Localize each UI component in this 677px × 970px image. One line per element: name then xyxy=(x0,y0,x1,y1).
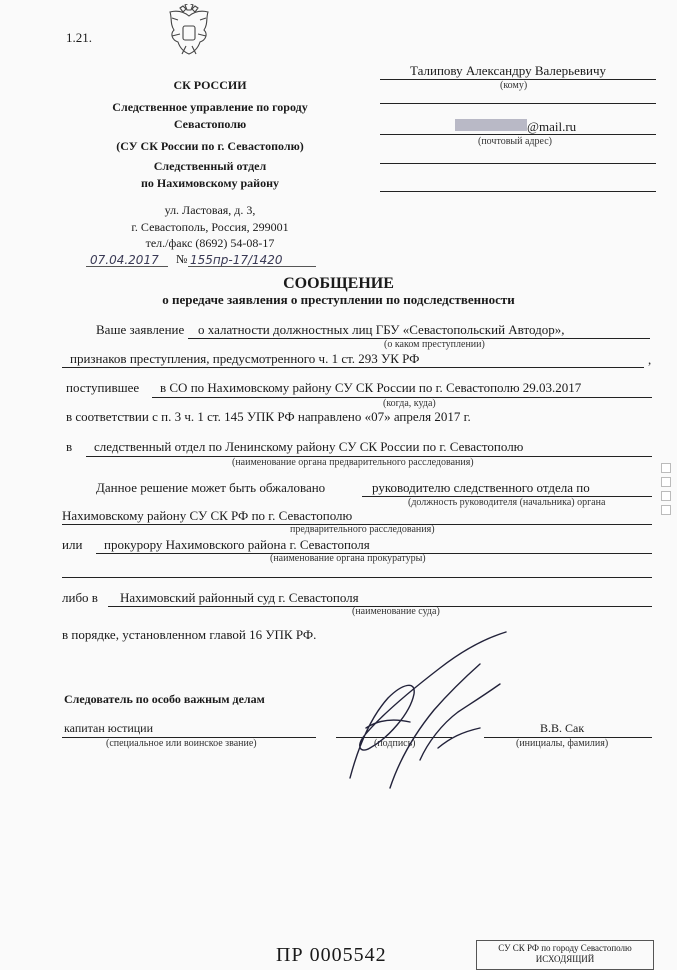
prosecutor-value: прокурору Нахимовского района г. Севастополя xyxy=(104,537,370,552)
signer-position: Следователь по особо важным делам xyxy=(64,692,265,706)
appeal-authority: Нахимовскому району СУ СК РФ по г. Севастополю xyxy=(62,508,353,523)
form-number: ПР 0005542 xyxy=(276,944,387,966)
prosecutor-caption: (наименование органа прокуратуры) xyxy=(270,553,426,564)
court-caption: (наименование суда) xyxy=(352,606,440,617)
or-label: или xyxy=(62,537,83,552)
transferred-to-value: следственный отдел по Ленинскому району СУ СК России по г. Севастополю xyxy=(94,439,524,454)
header-dept-line1: Следственное управление по городу xyxy=(112,100,308,114)
header-unit-line2: по Нахимовскому району xyxy=(140,176,280,190)
signer-rank-caption: (специальное или воинское звание) xyxy=(106,738,257,749)
header-dept-line2: Севастополю xyxy=(173,117,247,131)
transfer-basis: в соответствии с п. 3 ч. 1 ст. 145 УПК РФ направлено «07» апреля 2017 г. xyxy=(66,409,471,424)
header-address-line2: г. Севастополь, Россия, 299001 xyxy=(131,220,289,234)
statement-value: о халатности должностных лиц ГБУ «Севастопольский Автодор», xyxy=(198,322,565,337)
appeal-label: Данное решение может быть обжаловано xyxy=(96,480,326,495)
redacted-email xyxy=(455,119,527,131)
received-caption: (когда, куда) xyxy=(383,398,436,409)
statement-label: Ваше заявление xyxy=(96,322,185,337)
outgoing-number: 155пр-17/1420 xyxy=(190,253,283,267)
header-unit-line1: Следственный отдел xyxy=(153,159,267,173)
appeal-authority-caption: предварительного расследования) xyxy=(290,524,435,535)
signer-name-caption: (инициалы, фамилия) xyxy=(516,738,609,749)
received-value: в СО по Нахимовскому району СУ СК России по г. Севастополю 29.03.2017 xyxy=(160,380,582,395)
recipient-line-2 xyxy=(380,103,656,104)
recipient-email-suffix: @mail.ru xyxy=(527,119,577,134)
stamp-line2: ИСХОДЯЩИЙ xyxy=(535,954,595,964)
appeal-value: руководителю следственного отдела по xyxy=(372,480,590,495)
transferred-to-caption: (наименование органа предварительного расследования) xyxy=(232,457,474,468)
stamp-line1: СУ СК РФ по городу Севастополю xyxy=(498,943,632,953)
header-phone: тел./факс (8692) 54-08-17 xyxy=(145,236,275,250)
russian-coat-of-arms-emblem-icon xyxy=(160,4,218,60)
procedure-text: в порядке, установленном главой 16 УПК РФ. xyxy=(62,627,317,642)
recipient-email-line xyxy=(380,134,656,135)
handwritten-signature-icon xyxy=(330,628,520,798)
or-court-label: либо в xyxy=(62,590,98,605)
recipient-name-caption: (кому) xyxy=(500,80,528,91)
transferred-to-label: в xyxy=(66,439,73,454)
margin-box-4 xyxy=(661,505,671,515)
header-address-line1: ул. Ластовая, д. 3, xyxy=(164,203,256,217)
header-org: СК РОССИИ xyxy=(173,78,247,92)
margin-box-1 xyxy=(661,463,671,473)
recipient-line-4 xyxy=(380,163,656,164)
document-subtitle: о передаче заявления о преступлении по подследственности xyxy=(162,292,515,307)
court-value: Нахимовский районный суд г. Севастополя xyxy=(120,590,359,605)
recipient-name: Талипову Александру Валерьевичу xyxy=(410,63,606,78)
statement-caption: (о каком преступлении) xyxy=(384,339,485,350)
recipient-line-5 xyxy=(380,191,656,192)
corner-number: 1.21. xyxy=(66,30,92,45)
crime-signs: признаков преступления, предусмотренного ч. 1 ст. 293 УК РФ xyxy=(70,351,420,366)
received-label: поступившее xyxy=(66,380,140,395)
signature-caption: (подпись) xyxy=(374,738,416,749)
header-dept-abbr: (СУ СК России по г. Севастополю) xyxy=(116,139,304,153)
document-title: СООБЩЕНИЕ xyxy=(283,275,394,292)
crime-signs-comma: , xyxy=(648,352,652,367)
margin-box-2 xyxy=(661,477,671,487)
signer-name: В.В. Сак xyxy=(540,721,585,735)
appeal-caption: (должность руководителя (начальника) органа xyxy=(408,497,606,508)
recipient-email-caption: (почтовый адрес) xyxy=(478,136,552,147)
number-label: № xyxy=(176,252,188,266)
outgoing-date: 07.04.2017 xyxy=(90,253,159,267)
signer-rank: капитан юстиции xyxy=(64,721,154,735)
margin-box-3 xyxy=(661,491,671,501)
registration-stamp xyxy=(476,940,654,970)
